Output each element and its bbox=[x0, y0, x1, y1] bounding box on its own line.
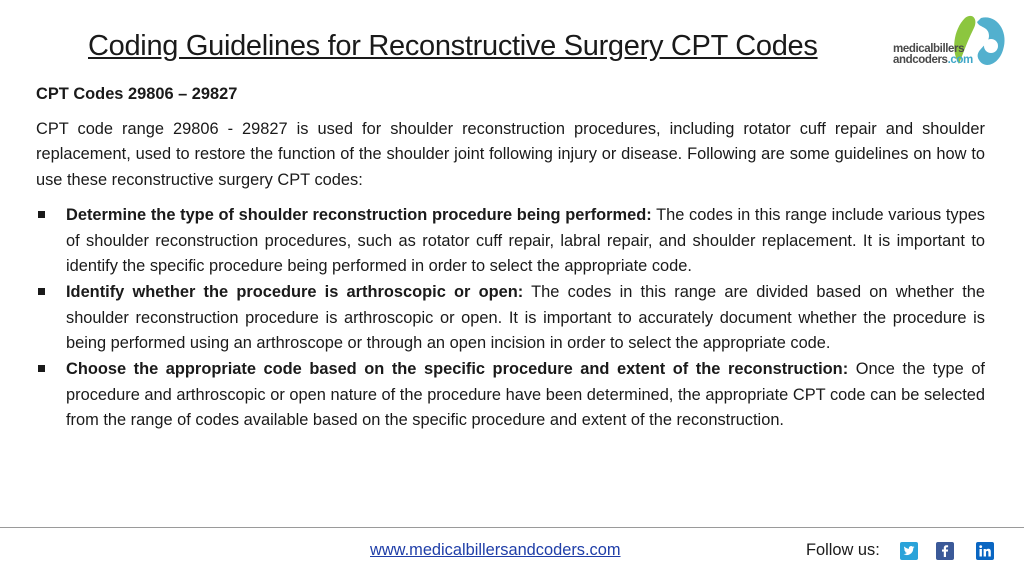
square-bullet-icon bbox=[38, 365, 45, 372]
company-logo[interactable] bbox=[893, 12, 1013, 72]
main-content bbox=[36, 82, 985, 434]
follow-us-label: Follow us: bbox=[806, 541, 880, 559]
section-subheading: CPT Codes 29806 – 29827 bbox=[36, 85, 238, 103]
list-item bbox=[36, 280, 985, 357]
footer-divider bbox=[0, 527, 1024, 528]
facebook-icon[interactable] bbox=[936, 542, 954, 560]
square-bullet-icon bbox=[38, 211, 45, 218]
list-item bbox=[36, 357, 985, 434]
list-item-heading: Identify whether the procedure is arthroscopic or open: bbox=[66, 282, 524, 301]
twitter-icon[interactable] bbox=[900, 542, 918, 560]
page-title: Coding Guidelines for Reconstructive Surgery CPT Codes bbox=[88, 30, 818, 62]
list-item-text: The codes in this range include various types of shoulder reconstruction procedures, such as rotator cuff repair, labral repair, and shoulder replacement. It is important to identify the specific procedure being performed in order to select the appropriate code. bbox=[66, 205, 986, 276]
linkedin-icon[interactable] bbox=[976, 542, 994, 560]
intro-paragraph: CPT code range 29806 - 29827 is used for shoulder reconstruction procedures, including rotator cuff repair and shoulder replacement, used to restore the function of the shoulder joint following injury or disease. Following are some guidelines on how to use these reconstructive surgery CPT codes: bbox=[36, 119, 985, 190]
list-item-text: Once the type of procedure and arthroscopic or open nature of the procedure have been determined, the appropriate CPT code can be selected from the range of codes available based on the specific procedure and extent of the reconstruction. bbox=[66, 360, 985, 430]
website-link[interactable]: www.medicalbillersandcoders.com bbox=[370, 541, 621, 559]
list-item-heading: Determine the type of shoulder reconstruction procedure being performed: bbox=[66, 205, 652, 224]
list-item-heading: Choose the appropriate code based on the specific procedure and extent of the reconstruction: bbox=[66, 360, 849, 379]
list-item bbox=[36, 203, 985, 280]
logo-wordmark: medicalbillers andcoders.com bbox=[893, 43, 973, 66]
guideline-list bbox=[36, 203, 985, 434]
square-bullet-icon bbox=[38, 288, 45, 295]
list-item-text: The codes in this range are divided based on whether the shoulder reconstruction procedure is arthroscopic or open. It is important to accurately document whether the procedure is being performed using an arthroscope or through an open incision in order to select the appropriate code. bbox=[66, 282, 986, 353]
